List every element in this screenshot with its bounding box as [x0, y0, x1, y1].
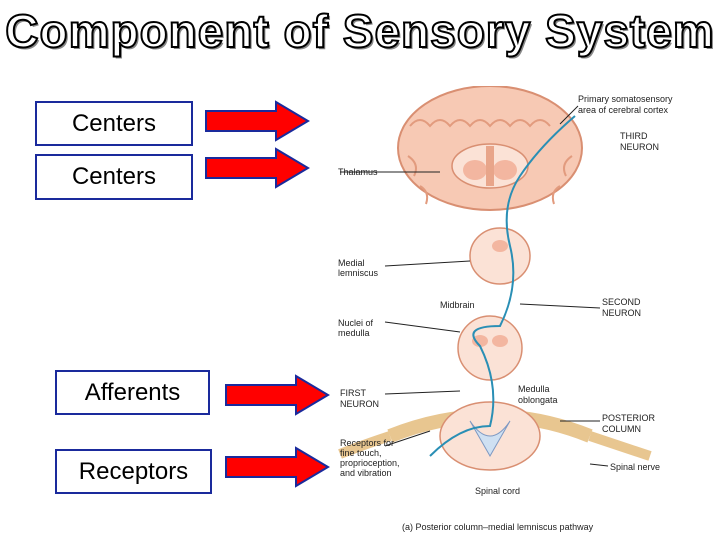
centers-label-2: Centers	[71, 163, 157, 190]
third-neuron-label-2: NEURON	[620, 142, 660, 152]
arrow-afferents	[224, 374, 330, 416]
posterior-column-label-2: COLUMN	[602, 424, 642, 434]
medulla-oblongata-label-2: oblongata	[518, 395, 558, 405]
first-neuron-label-2: NEURON	[340, 399, 380, 409]
receptors-label-4: and vibration	[340, 468, 392, 478]
midbrain-illustration	[470, 228, 530, 284]
centers-label-1: Centers	[71, 109, 157, 137]
afferents-box	[55, 370, 210, 415]
arrow-receptors	[224, 446, 330, 488]
sensory-pathway-figure	[330, 86, 720, 536]
medial-lemniscus-label-2: lemniscus	[338, 268, 379, 278]
first-neuron-label-1: FIRST	[340, 388, 366, 398]
primary-cortex-label-1: Primary somatosensory	[578, 94, 673, 104]
brain-illustration	[398, 86, 582, 210]
medulla-oblongata-label-1: Medulla	[518, 384, 550, 394]
primary-cortex-label-2: area of cerebral cortex	[578, 105, 669, 115]
receptors-label-1: Receptors for	[340, 438, 395, 448]
second-neuron-label-2: NEURON	[602, 308, 642, 318]
spinal-cord-label: Spinal cord	[475, 486, 521, 496]
posterior-column-label-1: POSTERIOR	[602, 413, 656, 423]
arrow-centers-2	[204, 147, 310, 189]
thalamus-label: Thalamus	[338, 167, 378, 177]
nuclei-medulla-label-2: medulla	[338, 328, 370, 338]
second-neuron-label-1: SECOND	[602, 297, 641, 307]
page-title: Component of Sensory System	[5, 5, 715, 57]
afferents-label: Afferents	[84, 378, 181, 406]
receptors-label-3: proprioception,	[340, 458, 400, 468]
receptors-box	[55, 449, 212, 494]
centers-box-1	[35, 101, 193, 146]
medial-lemniscus-label-1: Medial	[338, 258, 365, 268]
midbrain-label: Midbrain	[440, 300, 475, 310]
nuclei-medulla-label-1: Nuclei of	[338, 318, 374, 328]
third-neuron-label-1: THIRD	[620, 131, 648, 141]
receptors-label: Receptors	[78, 457, 189, 485]
receptors-label-2: fine touch,	[340, 448, 382, 458]
centers-box-2	[35, 154, 193, 200]
arrow-centers-1	[204, 100, 310, 142]
spinal-nerve-label: Spinal nerve	[610, 462, 661, 472]
figure-caption: (a) Posterior column–medial lemniscus pathway	[402, 522, 594, 532]
